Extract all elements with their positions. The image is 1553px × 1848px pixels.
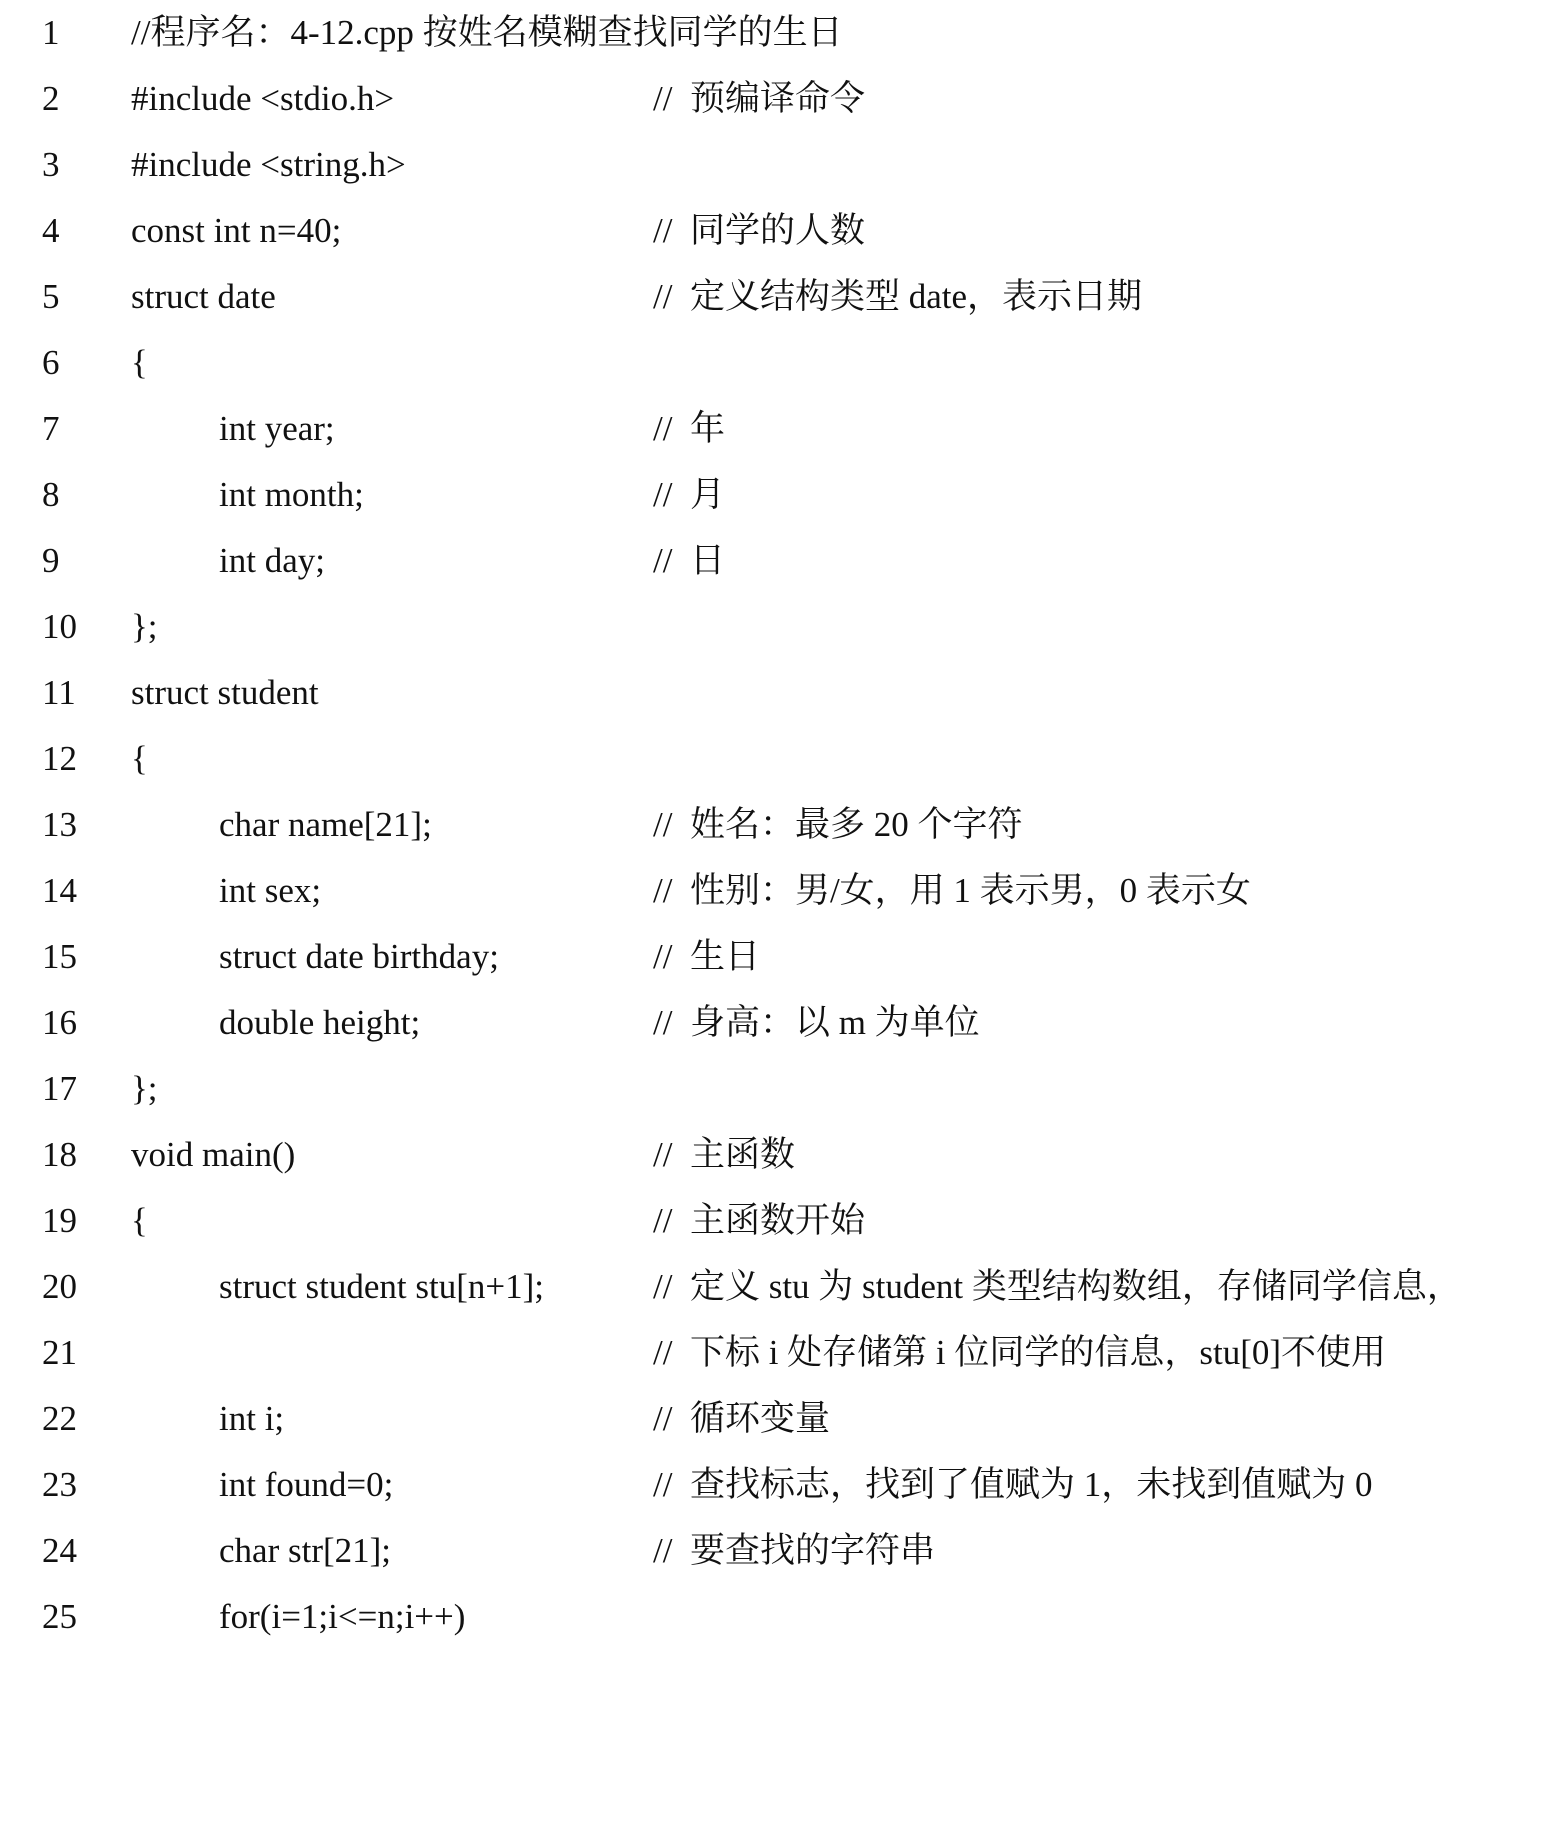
code-comment: // 日 [653,541,725,580]
code-text: { [131,1201,148,1240]
code-text: #include <string.h> [131,145,406,184]
code-comment: // 主函数 [653,1135,795,1174]
line-number: 25 [42,1597,77,1636]
line-number: 12 [42,739,77,778]
line-number: 4 [42,211,60,250]
code-comment: // 下标 i 处存储第 i 位同学的信息，stu[0]不使用 [653,1333,1387,1372]
code-line [0,660,1553,726]
code-comment: // 查找标志，找到了值赋为 1，未找到值赋为 0 [653,1465,1373,1504]
code-comment: // 姓名：最多 20 个字符 [653,805,1023,844]
code-line [0,66,1553,132]
code-text: int i; [219,1399,285,1438]
line-number: 11 [42,673,76,712]
line-number: 14 [42,871,77,910]
line-number: 21 [42,1333,77,1372]
code-text: const int n=40; [131,211,342,250]
code-line [0,132,1553,198]
code-text: }; [131,1069,158,1108]
line-number: 8 [42,475,60,514]
line-number: 16 [42,1003,77,1042]
line-number: 19 [42,1201,77,1240]
code-line [0,1254,1553,1320]
code-line [0,1518,1553,1584]
code-text: char str[21]; [219,1531,392,1570]
code-text: struct date [131,277,276,316]
code-text: struct student [131,673,319,712]
code-comment: // 定义结构类型 date，表示日期 [653,277,1142,316]
line-number: 22 [42,1399,77,1438]
code-line [0,1320,1553,1386]
code-line [0,594,1553,660]
code-text: struct student stu[n+1]; [219,1267,544,1306]
code-line [0,858,1553,924]
code-line [0,0,1553,66]
line-number: 24 [42,1531,77,1570]
code-line [0,1386,1553,1452]
code-text: void main() [131,1135,296,1174]
code-comment: // 同学的人数 [653,211,865,250]
code-comment: // 定义 stu 为 student 类型结构数组，存储同学信息， [653,1267,1462,1306]
code-comment: // 主函数开始 [653,1201,865,1240]
code-line [0,1452,1553,1518]
code-line [0,1188,1553,1254]
line-number: 1 [42,13,60,52]
code-text: //程序名：4-12.cpp 按姓名模糊查找同学的生日 [131,13,843,52]
line-number: 5 [42,277,60,316]
line-number: 15 [42,937,77,976]
line-number: 10 [42,607,77,646]
code-comment: // 月 [653,475,725,514]
code-line [0,396,1553,462]
code-comment: // 要查找的字符串 [653,1531,935,1570]
code-line [0,990,1553,1056]
code-line [0,1056,1553,1122]
line-number: 18 [42,1135,77,1174]
code-line [0,1584,1553,1650]
code-comment: // 预编译命令 [653,79,865,118]
code-text: }; [131,607,158,646]
code-text: int year; [219,409,335,448]
code-text: int found=0; [219,1465,394,1504]
line-number: 13 [42,805,77,844]
code-line [0,264,1553,330]
code-line [0,726,1553,792]
code-text: for(i=1;i<=n;i++) [219,1597,466,1636]
line-number: 20 [42,1267,77,1306]
line-number: 9 [42,541,60,580]
code-line [0,792,1553,858]
code-line [0,198,1553,264]
line-number: 17 [42,1069,77,1108]
code-text: #include <stdio.h> [131,79,395,118]
code-text: int month; [219,475,364,514]
line-number: 23 [42,1465,77,1504]
code-line [0,1122,1553,1188]
line-number: 2 [42,79,60,118]
line-number: 6 [42,343,60,382]
line-number: 3 [42,145,60,184]
code-text: struct date birthday; [219,937,499,976]
code-text: double height; [219,1003,421,1042]
code-text: { [131,343,148,382]
code-text: int sex; [219,871,322,910]
code-line [0,528,1553,594]
code-text: char name[21]; [219,805,432,844]
code-comment: // 年 [653,409,725,448]
code-line [0,330,1553,396]
code-line [0,462,1553,528]
code-comment: // 循环变量 [653,1399,830,1438]
code-comment: // 性别：男/女，用 1 表示男，0 表示女 [653,871,1251,910]
code-text: { [131,739,148,778]
code-text: int day; [219,541,325,580]
code-line [0,924,1553,990]
code-comment: // 生日 [653,937,760,976]
line-number: 7 [42,409,60,448]
code-comment: // 身高：以 m 为单位 [653,1003,980,1042]
